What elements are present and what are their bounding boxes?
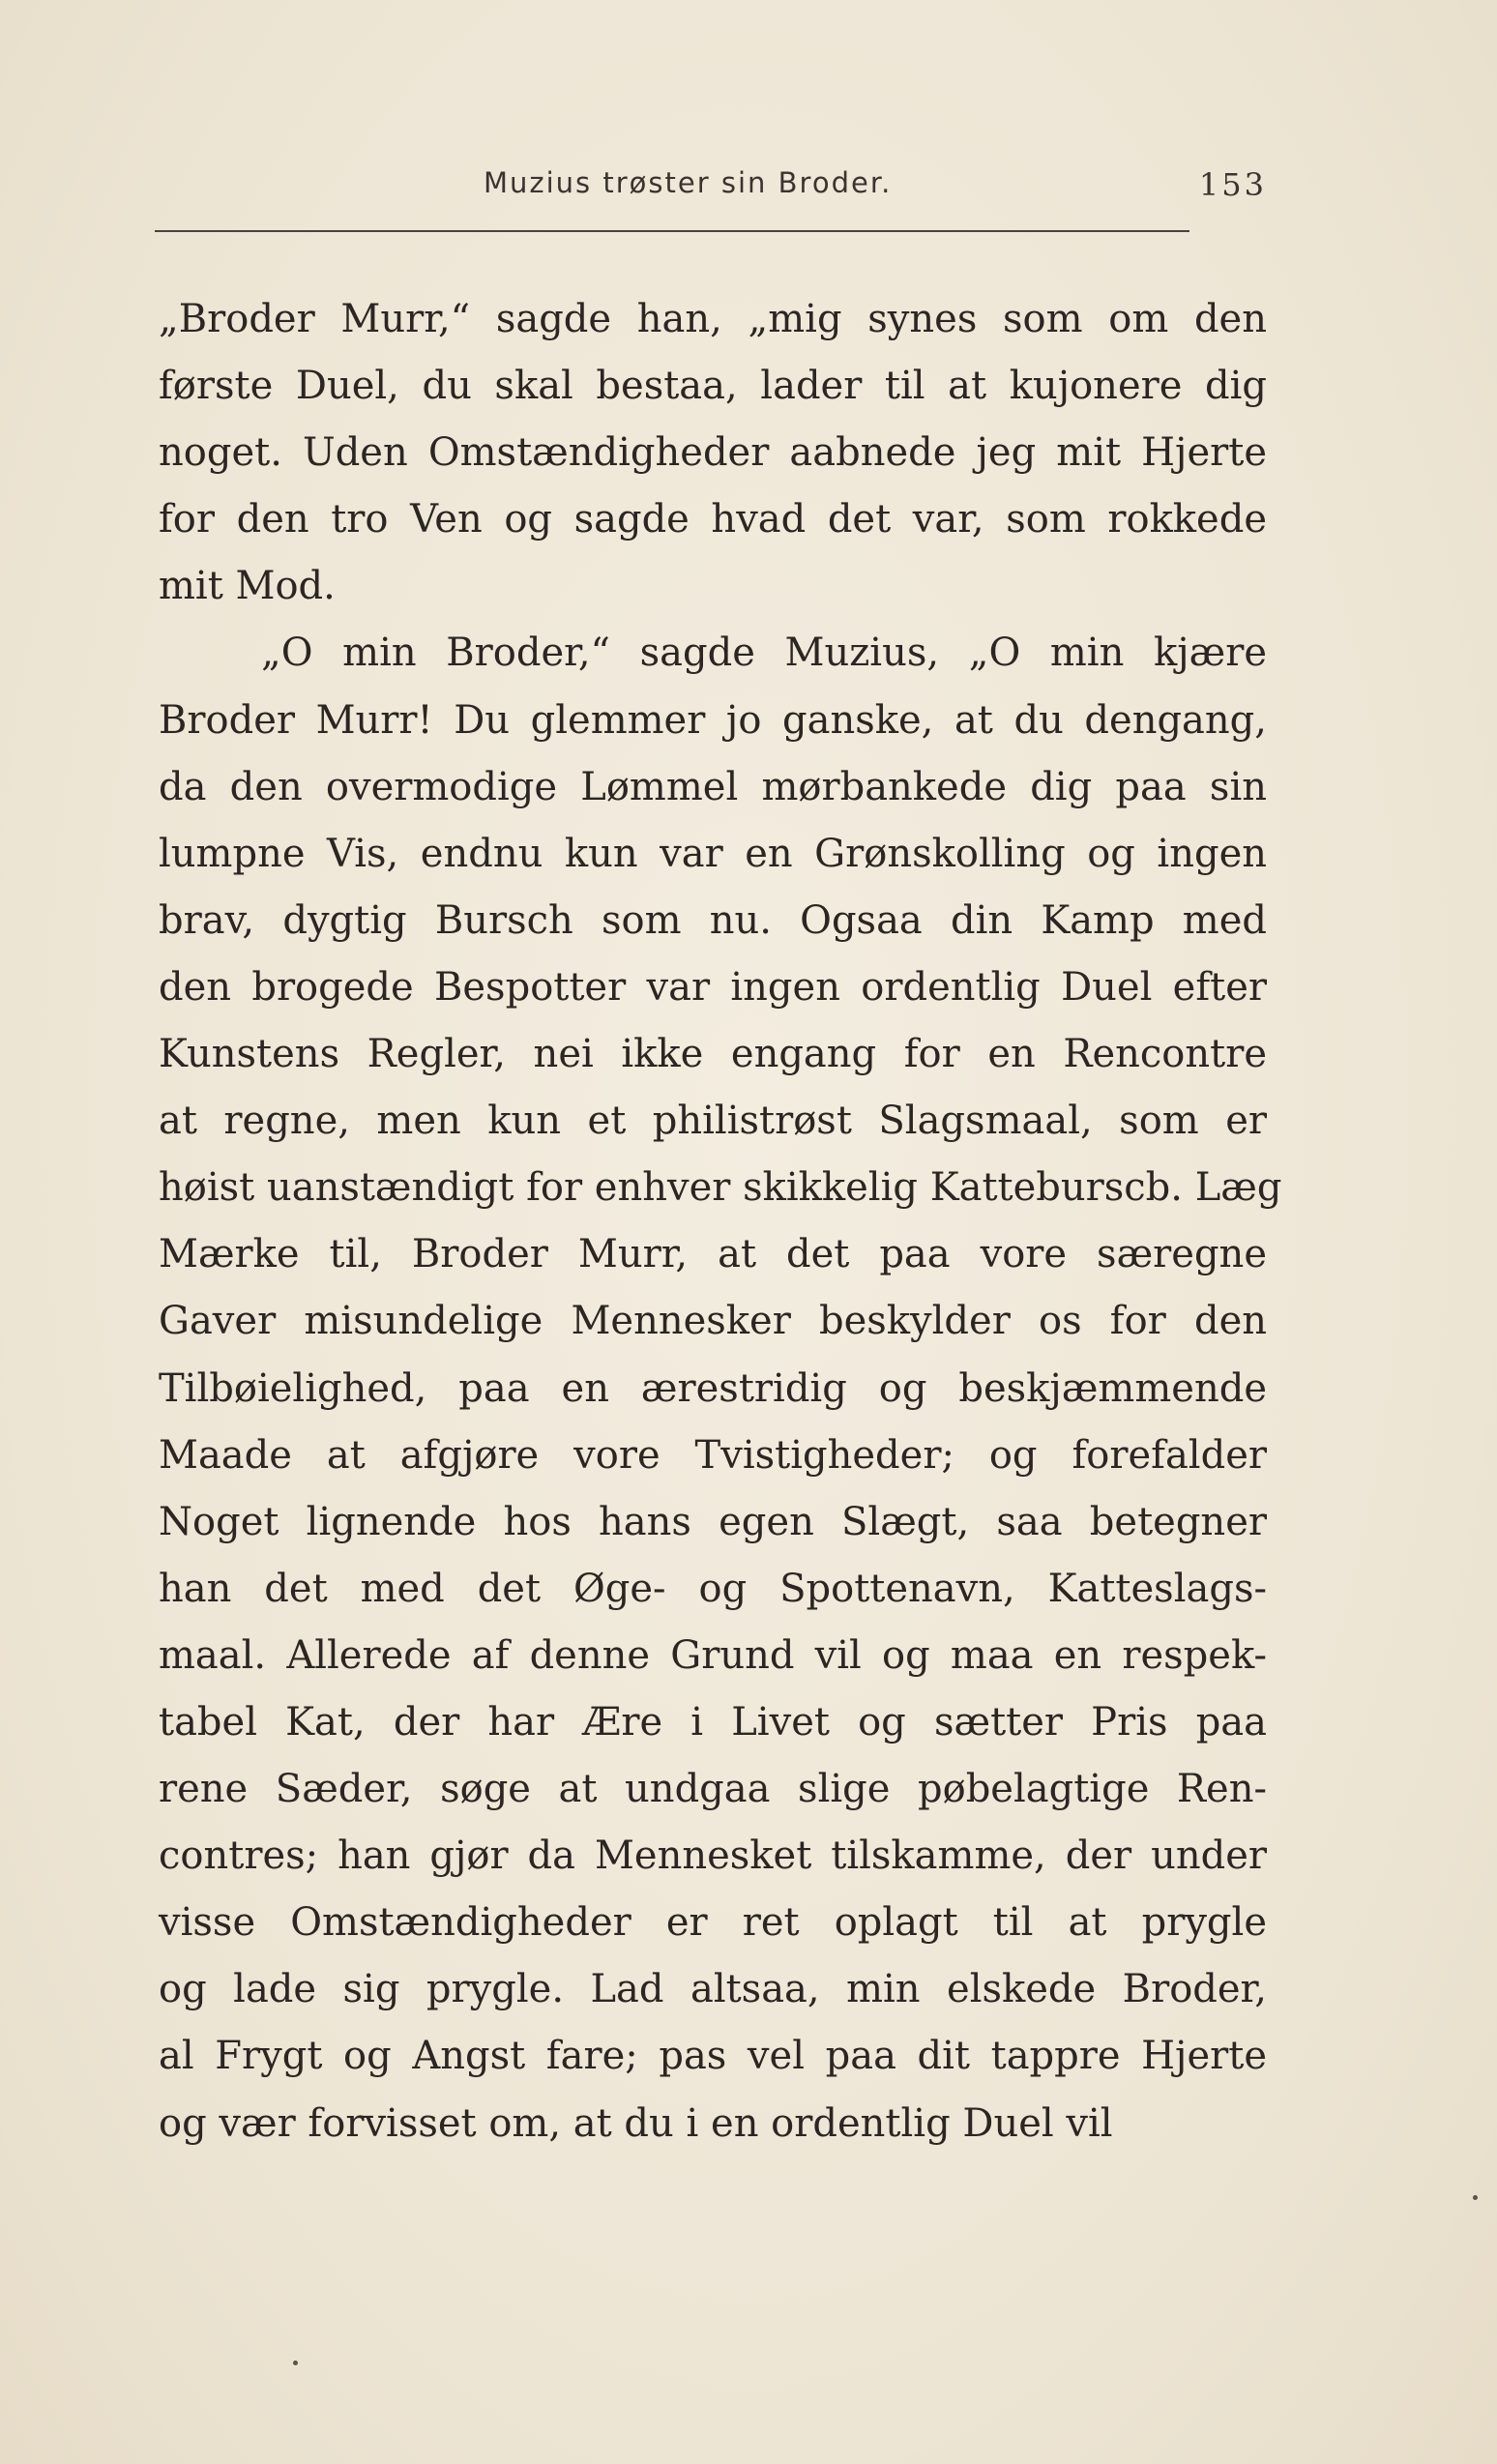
text-line: „Broder Murr,“ sagde han, „mig synes som om den bbox=[159, 297, 1267, 341]
text-line: høist uanstændigt for enhver skikkelig Katteburscb. Læg bbox=[159, 1165, 1282, 1211]
text-line: den brogede Bespotter var ingen ordentlig Duel efter bbox=[159, 964, 1267, 1010]
text-line: første Duel, du skal bestaa, lader til at kujonere dig bbox=[159, 364, 1267, 409]
page-number: 153 bbox=[1198, 166, 1267, 203]
text-line: „O min Broder,“ sagde Muzius, „O min kjære bbox=[261, 631, 1267, 676]
text-line: Maade at afgjøre vore Tvistigheder; og forefalder bbox=[159, 1432, 1267, 1478]
text-line: al Frygt og Angst fare; pas vel paa dit tappre Hjerte bbox=[159, 2034, 1267, 2079]
text-line: noget. Uden Omstændigheder aabnede jeg mit Hjerte bbox=[159, 430, 1267, 476]
text-line: Noget lignende hos hans egen Slægt, saa betegner bbox=[159, 1499, 1267, 1544]
paper-speck bbox=[1473, 2195, 1478, 2200]
text-line: da den overmodige Lømmel mørbankede dig paa sin bbox=[159, 764, 1267, 809]
text-line: Gaver misundelige Mennesker beskylder os for den bbox=[159, 1299, 1267, 1344]
text-line: Broder Murr! Du glemmer jo ganske, at du dengang, bbox=[159, 697, 1267, 743]
page-header bbox=[155, 162, 1267, 211]
text-line: contres; han gjør da Mennesket tilskamme, der under bbox=[159, 1833, 1267, 1879]
text-line: maal. Allerede af denne Grund vil og maa en respek- bbox=[159, 1632, 1267, 1678]
running-title: Muzius trøster sin Broder. bbox=[484, 166, 893, 199]
text-line: for den tro Ven og sagde hvad det var, som rokkede bbox=[159, 497, 1267, 543]
text-line: og vær forvisset om, at du i en ordentlig Duel vil bbox=[159, 2100, 1113, 2146]
text-line: han det med det Øge- og Spottenavn, Katteslags- bbox=[159, 1566, 1267, 1611]
paper-speck bbox=[293, 2361, 298, 2365]
text-line: rene Sæder, søge at undgaa slige pøbelagtige Ren- bbox=[159, 1767, 1267, 1812]
text-line: at regne, men kun et philistrøst Slagsmaal, som er bbox=[159, 1099, 1267, 1144]
text-line: mit Mod. bbox=[159, 564, 336, 609]
text-line: lumpne Vis, endnu kun var en Grønskolling og ingen bbox=[159, 831, 1267, 876]
body-text bbox=[159, 286, 1282, 2157]
text-line: Mærke til, Broder Murr, at det paa vore særegne bbox=[159, 1232, 1267, 1277]
text-line: Kunstens Regler, nei ikke engang for en Rencontre bbox=[159, 1032, 1267, 1077]
header-rule bbox=[155, 230, 1189, 232]
text-line: visse Omstændigheder er ret oplagt til at prygle bbox=[159, 1900, 1267, 1946]
text-line: Tilbøielighed, paa en ærestridig og beskjæmmende bbox=[159, 1365, 1267, 1411]
text-line: tabel Kat, der har Ære i Livet og sætter Pris paa bbox=[159, 1699, 1267, 1745]
text-line: brav, dygtig Bursch som nu. Ogsaa din Kamp med bbox=[159, 897, 1267, 943]
text-line: og lade sig prygle. Lad altsaa, min elskede Broder, bbox=[159, 1967, 1267, 2012]
